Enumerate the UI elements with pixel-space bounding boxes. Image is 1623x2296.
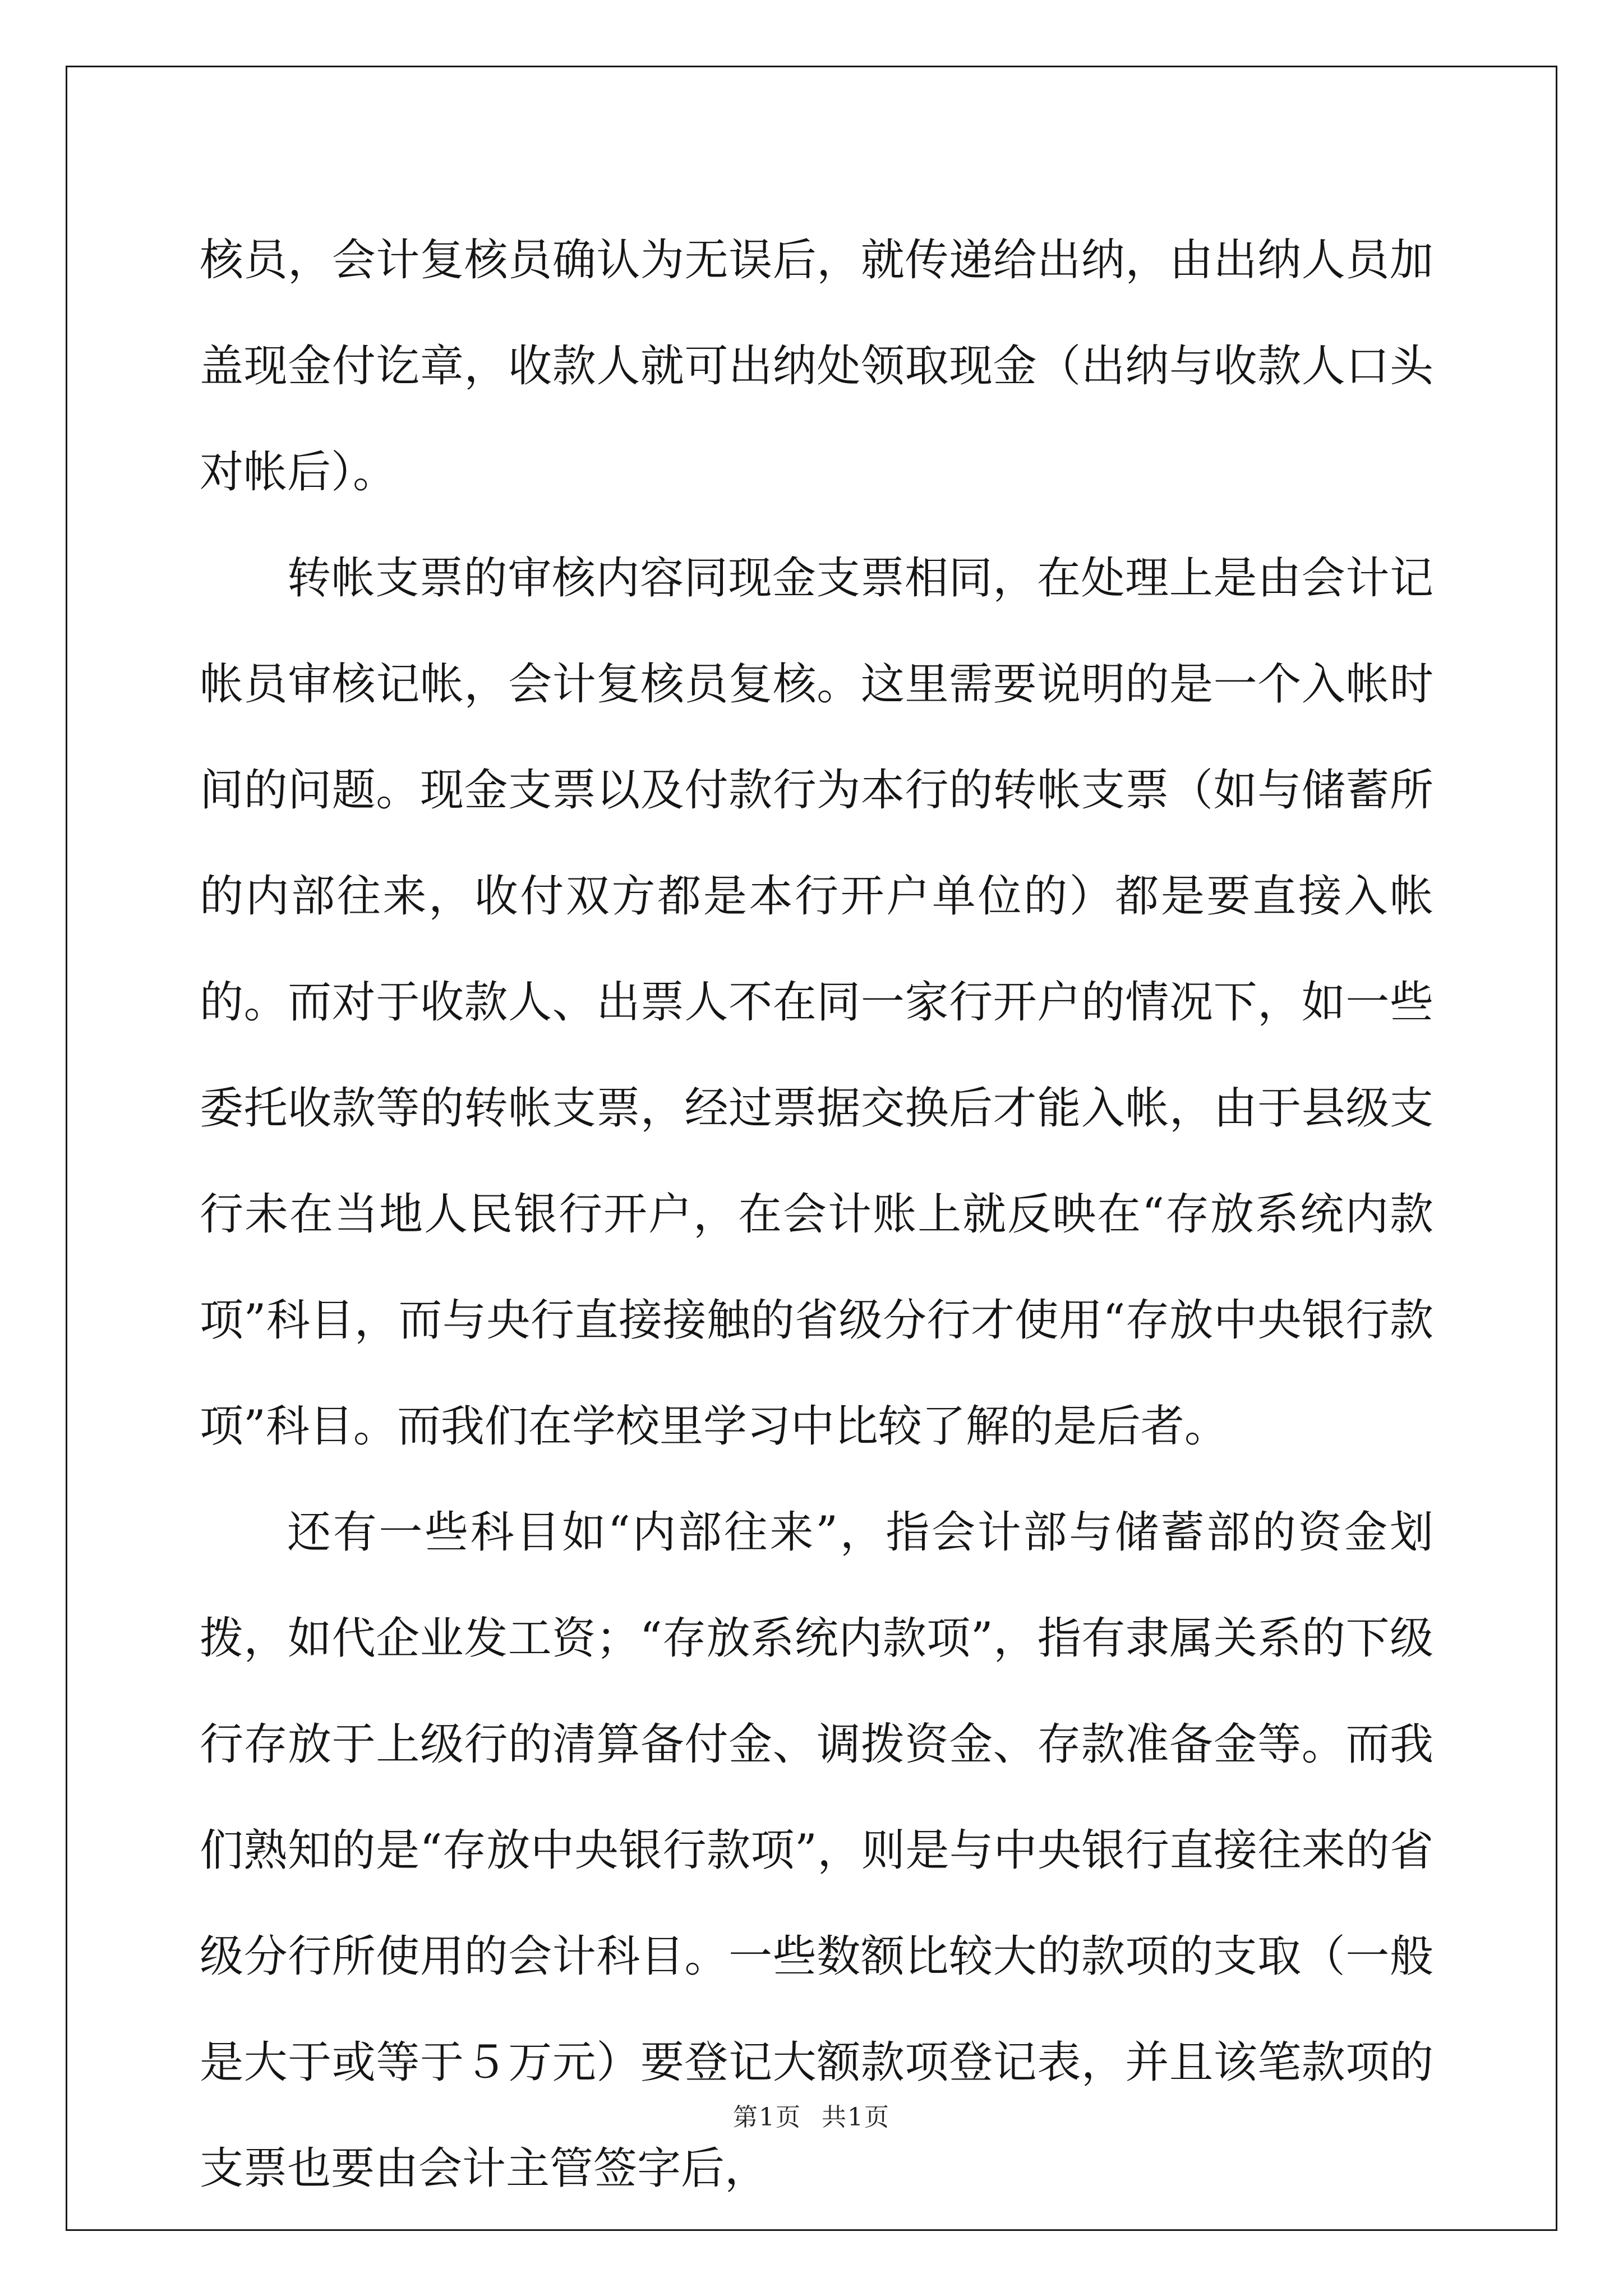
paragraph-1: 核员，会计复核员确认为无误后，就传递给出纳，由出纳人员加盖现金付讫章，收款人就可出纳处领取现金（出纳与收款人口头对帐后）。 <box>200 235 1433 498</box>
paragraph-3: 还有一些科目如“内部往来”，指会计部与储蓄部的资金划拨，如代企业发工资；“存放系统内款项”，指有隶属关系的下级行存放于上级行的清算备付金、调拨资金、存款准备金等。而我们熟知的是“存放中央银行款项”，则是与中央银行直接往来的省级分行所使用的会计科目。一些数额比较大的款项的支取（一般是大于或等于５万元）要登记大额款项登记表，并且该笔款项的支票也要由会计主管签字后， <box>200 1507 1433 2194</box>
paragraph-2: 转帐支票的审核内容同现金支票相同，在处理上是由会计记帐员审核记帐，会计复核员复核。这里需要说明的是一个入帐时间的问题。现金支票以及付款行为本行的转帐支票（如与储蓄所的内部往来，收付双方都是本行开户单位的）都是要直接入帐的。而对于收款人、出票人不在同一家行开户的情况下，如一些委托收款等的转帐支票，经过票据交换后才能入帐，由于县级支行未在当地人民银行开户，在会计账上就反映在“存放系统内款项”科目，而与央行直接接触的省级分行才使用“存放中央银行款项”科目。而我们在学校里学习中比较了解的是后者。 <box>200 553 1433 1452</box>
page-footer <box>0 2097 1623 2133</box>
page-total: 共1页 <box>822 2103 890 2132</box>
document-body <box>200 208 1433 2222</box>
page-number: 第1页 <box>733 2103 801 2132</box>
